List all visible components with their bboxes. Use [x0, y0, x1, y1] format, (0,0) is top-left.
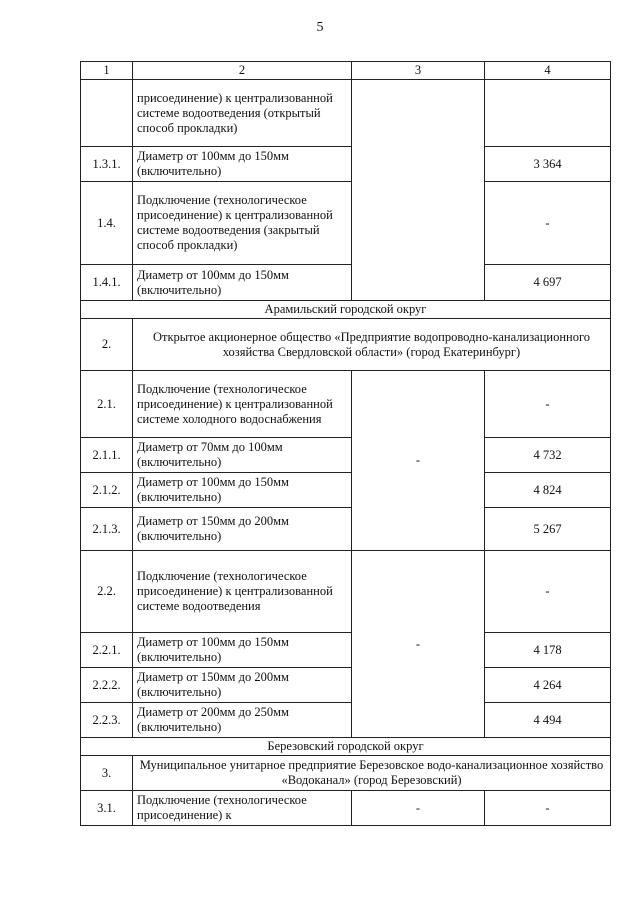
row-value: 4 697: [485, 265, 611, 301]
table-row: [81, 551, 611, 633]
row-number: 2.2.1.: [81, 633, 133, 668]
row-description: Диаметр от 200мм до 250мм (включительно): [133, 703, 352, 738]
row-number: 1.3.1.: [81, 147, 133, 182]
header-cell: 2: [133, 62, 352, 80]
merged-cell-column-3: -: [352, 371, 485, 551]
table-row: [81, 508, 611, 551]
section-row: [81, 301, 611, 319]
header-cell: 3: [352, 62, 485, 80]
table-row: [81, 633, 611, 668]
row-value: [485, 80, 611, 147]
table-row: [81, 703, 611, 738]
row-number: 2.2.: [81, 551, 133, 633]
organization-name: Муниципальное унитарное предприятие Березовское водо-канализационное хозяйство «Водоканал» (город Березовский): [133, 756, 611, 791]
table-row: [81, 80, 611, 147]
header-cell: 4: [485, 62, 611, 80]
row-value: -: [485, 791, 611, 826]
section-title: Березовский городской округ: [81, 738, 611, 756]
row-value: -: [485, 182, 611, 265]
row-number: 2.1.2.: [81, 473, 133, 508]
table-row: [81, 371, 611, 438]
section-row: [81, 738, 611, 756]
header-cell: 1: [81, 62, 133, 80]
row-value: -: [485, 371, 611, 438]
row-description: Диаметр от 70мм до 100мм (включительно): [133, 438, 352, 473]
row-description: Подключение (технологическое присоединение) к централизованной системе водоотведения (закрытый способ прокладки): [133, 182, 352, 265]
organization-row: [81, 756, 611, 791]
row-number: 2.: [81, 319, 133, 371]
row-value: 4 824: [485, 473, 611, 508]
row-description: Диаметр от 100мм до 150мм (включительно): [133, 147, 352, 182]
table-row: [81, 265, 611, 301]
section-title: Арамильский городской округ: [81, 301, 611, 319]
row-value: 4 732: [485, 438, 611, 473]
table-row: [81, 668, 611, 703]
row-number: 2.1.: [81, 371, 133, 438]
header-row: [81, 62, 611, 80]
row-value: 4 178: [485, 633, 611, 668]
table-row: [81, 473, 611, 508]
row-number: [81, 80, 133, 147]
row-description: Диаметр от 100мм до 150мм (включительно): [133, 473, 352, 508]
row-value: 4 264: [485, 668, 611, 703]
organization-name: Открытое акционерное общество «Предприятие водопроводно-канализационного хозяйства Свердловской области» (город Екатеринбург): [133, 319, 611, 371]
table-row: [81, 147, 611, 182]
row-description: Диаметр от 100мм до 150мм (включительно): [133, 633, 352, 668]
row-description: Подключение (технологическое присоединение) к централизованной системе водоотведения: [133, 551, 352, 633]
row-number: 2.2.2.: [81, 668, 133, 703]
row-value: 3 364: [485, 147, 611, 182]
merged-cell-column-3: -: [352, 551, 485, 738]
row-value: 5 267: [485, 508, 611, 551]
tariff-table: [80, 61, 611, 826]
row-number: 1.4.1.: [81, 265, 133, 301]
row-value: -: [485, 551, 611, 633]
table-row: [81, 182, 611, 265]
organization-row: [81, 319, 611, 371]
row-description: Диаметр от 150мм до 200мм (включительно): [133, 668, 352, 703]
row-description: присоединение) к централизованной системе водоотведения (открытый способ прокладки): [133, 80, 352, 147]
merged-cell-column-3: [352, 80, 485, 301]
row-number: 3.: [81, 756, 133, 791]
page-number: 5: [316, 20, 324, 35]
row-number: 2.1.1.: [81, 438, 133, 473]
row-number: 3.1.: [81, 791, 133, 826]
row-description: Диаметр от 150мм до 200мм (включительно): [133, 508, 352, 551]
row-number: 2.2.3.: [81, 703, 133, 738]
row-value: 4 494: [485, 703, 611, 738]
row-description: Подключение (технологическое присоединение) к: [133, 791, 352, 826]
row-number: 2.1.3.: [81, 508, 133, 551]
row-column-3: -: [352, 791, 485, 826]
row-description: Диаметр от 100мм до 150мм (включительно): [133, 265, 352, 301]
table-row: [81, 791, 611, 826]
row-description: Подключение (технологическое присоединение) к централизованной системе холодного водоснабжения: [133, 371, 352, 438]
table-row: [81, 438, 611, 473]
row-number: 1.4.: [81, 182, 133, 265]
